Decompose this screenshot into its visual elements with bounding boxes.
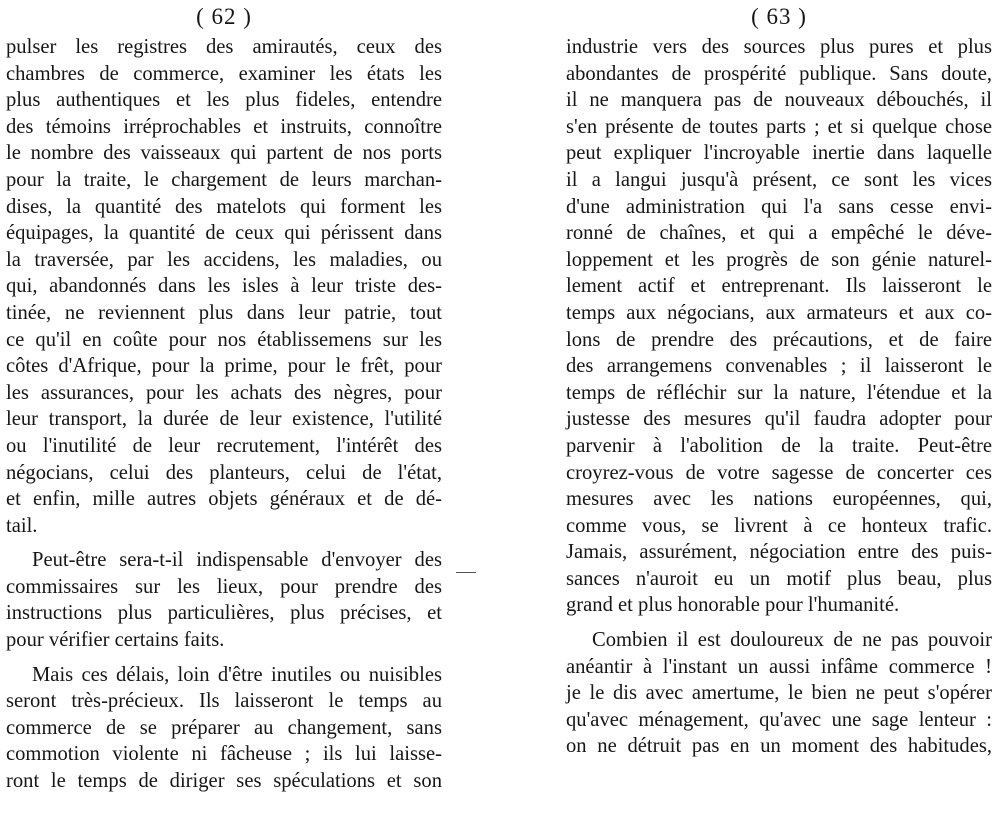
left-page	[6, 0, 442, 795]
paragraph-gap	[6, 654, 442, 662]
text-line: pour vérifier certains faits.	[6, 629, 225, 652]
text-line: ce qu'il en coûte pour nos établissemens sur les	[6, 328, 442, 351]
page-number-left: ( 62 )	[196, 4, 252, 29]
text-line: les assurances, pour les achats des nègres, pour	[6, 381, 442, 404]
text-line: leur transport, la durée de leur existence, l'utilité	[6, 408, 442, 431]
text-line: Combien il est douloureux de ne pas pouvoir	[592, 629, 992, 652]
text-line: abondantes de prospérité publique. Sans doute,	[566, 62, 992, 85]
left-page-body	[6, 34, 442, 795]
text-line: chambres de commerce, examiner les états les	[6, 62, 442, 85]
text-line: Peut-être sera-t-il indispensable d'envoyer des	[32, 549, 442, 572]
text-line: on ne détruit pas en un moment des habitudes,	[566, 735, 992, 758]
text-line: peut expliquer l'incroyable inertie dans laquelle	[566, 142, 992, 165]
text-line: anéantir à l'instant un aussi infâme commerce !	[566, 655, 992, 678]
text-line: ronné de chaînes, et qui a empêché le déve-	[566, 222, 992, 245]
text-line: temps aux négocians, aux armateurs et aux co-	[566, 301, 992, 324]
text-line: justesse des mesures qu'il faudra adopter pour	[566, 408, 992, 431]
text-line: ou l'inutilité de leur recrutement, l'intérêt des	[6, 434, 442, 457]
text-line: il a langui jusqu'à présent, ce sont les vices	[566, 168, 992, 191]
text-line: parvenir à l'abolition de la traite. Peut-être	[566, 434, 992, 457]
text-line: s'en présente de toutes parts ; et si quelque chose	[566, 115, 992, 138]
text-line: dises, la quantité des matelots qui forment les	[6, 195, 442, 218]
text-line: croyrez-vous de votre sagesse de concerter ces	[566, 461, 992, 484]
text-line: et enfin, mille autres objets généraux et de dé-	[6, 488, 442, 511]
text-line: industrie vers des sources plus pures et plus	[566, 36, 992, 58]
text-line: la traversée, par les accidens, les maladies, ou	[6, 248, 442, 271]
text-line: commerce de se préparer au changement, sans	[6, 716, 442, 739]
text-line: il ne manquera pas de nouveaux débouchés, il	[566, 89, 992, 112]
text-line: loppement et les progrès de son génie naturel-	[566, 248, 992, 271]
text-line: sances n'auroit eu un motif plus beau, plus	[566, 567, 992, 590]
text-line: tail.	[6, 514, 38, 537]
text-line: des témoins irréprochables et instruits, connoître	[6, 115, 442, 138]
text-line: commotion violente ni fâcheuse ; ils lui laisse-	[6, 743, 442, 766]
text-line: équipages, la quantité de ceux qui périssent dans	[6, 222, 442, 245]
text-line: seront très-précieux. Ils laisseront le temps au	[6, 690, 442, 713]
text-line: négocians, celui des planteurs, celui de l'état,	[6, 461, 442, 484]
text-line: Jamais, assurément, négociation entre des puis-	[566, 541, 992, 564]
text-line: ront le temps de diriger ses spéculations et son	[6, 770, 442, 793]
text-line: côtes d'Afrique, pour la prime, pour le frêt, pour	[6, 355, 442, 378]
text-line: comme vous, se livrent à ce honteux trafic.	[566, 514, 992, 537]
text-line: le nombre des vaisseaux qui partent de nos ports	[6, 142, 442, 165]
text-line: grand et plus honorable pour l'humanité.	[566, 594, 900, 617]
right-page	[566, 0, 992, 760]
right-page-body	[566, 34, 992, 760]
margin-dash	[456, 572, 476, 573]
paragraph-gap	[566, 619, 992, 627]
text-line: pour la traite, le chargement de leurs marchan-	[6, 168, 442, 191]
paragraph-gap	[6, 539, 442, 547]
text-line: commissaires sur les lieux, pour prendre des	[6, 575, 442, 598]
text-line: lement actif et entreprenant. Ils laisseront le	[566, 275, 992, 298]
text-line: des arrangemens convenables ; il laisseront le	[566, 355, 992, 378]
text-line: Mais ces délais, loin d'être inutiles ou nuisibles	[32, 663, 442, 686]
text-line: qu'avec ménagement, qu'avec une sage lenteur :	[566, 708, 992, 731]
text-line: pulser les registres des amirautés, ceux des	[6, 36, 442, 58]
text-line: lons de prendre des précautions, et de faire	[566, 328, 992, 351]
text-line: tinée, ne reviennent plus dans leur patrie, tout	[6, 301, 442, 324]
text-line: je le dis avec amertume, le bien ne peut s'opérer	[566, 682, 992, 705]
page-number-right: ( 63 )	[751, 4, 807, 29]
text-line: instructions plus particulières, plus précises, et	[6, 602, 442, 625]
text-line: plus authentiques et les plus fideles, entendre	[6, 89, 442, 112]
text-line: qui, abandonnés dans les isles à leur triste des-	[6, 275, 442, 298]
text-line: d'une administration qui l'a sans cesse envi-	[566, 195, 992, 218]
text-line: temps de réfléchir sur la nature, l'étendue et la	[566, 381, 992, 404]
text-line: mesures avec les nations européennes, qui,	[566, 488, 992, 511]
